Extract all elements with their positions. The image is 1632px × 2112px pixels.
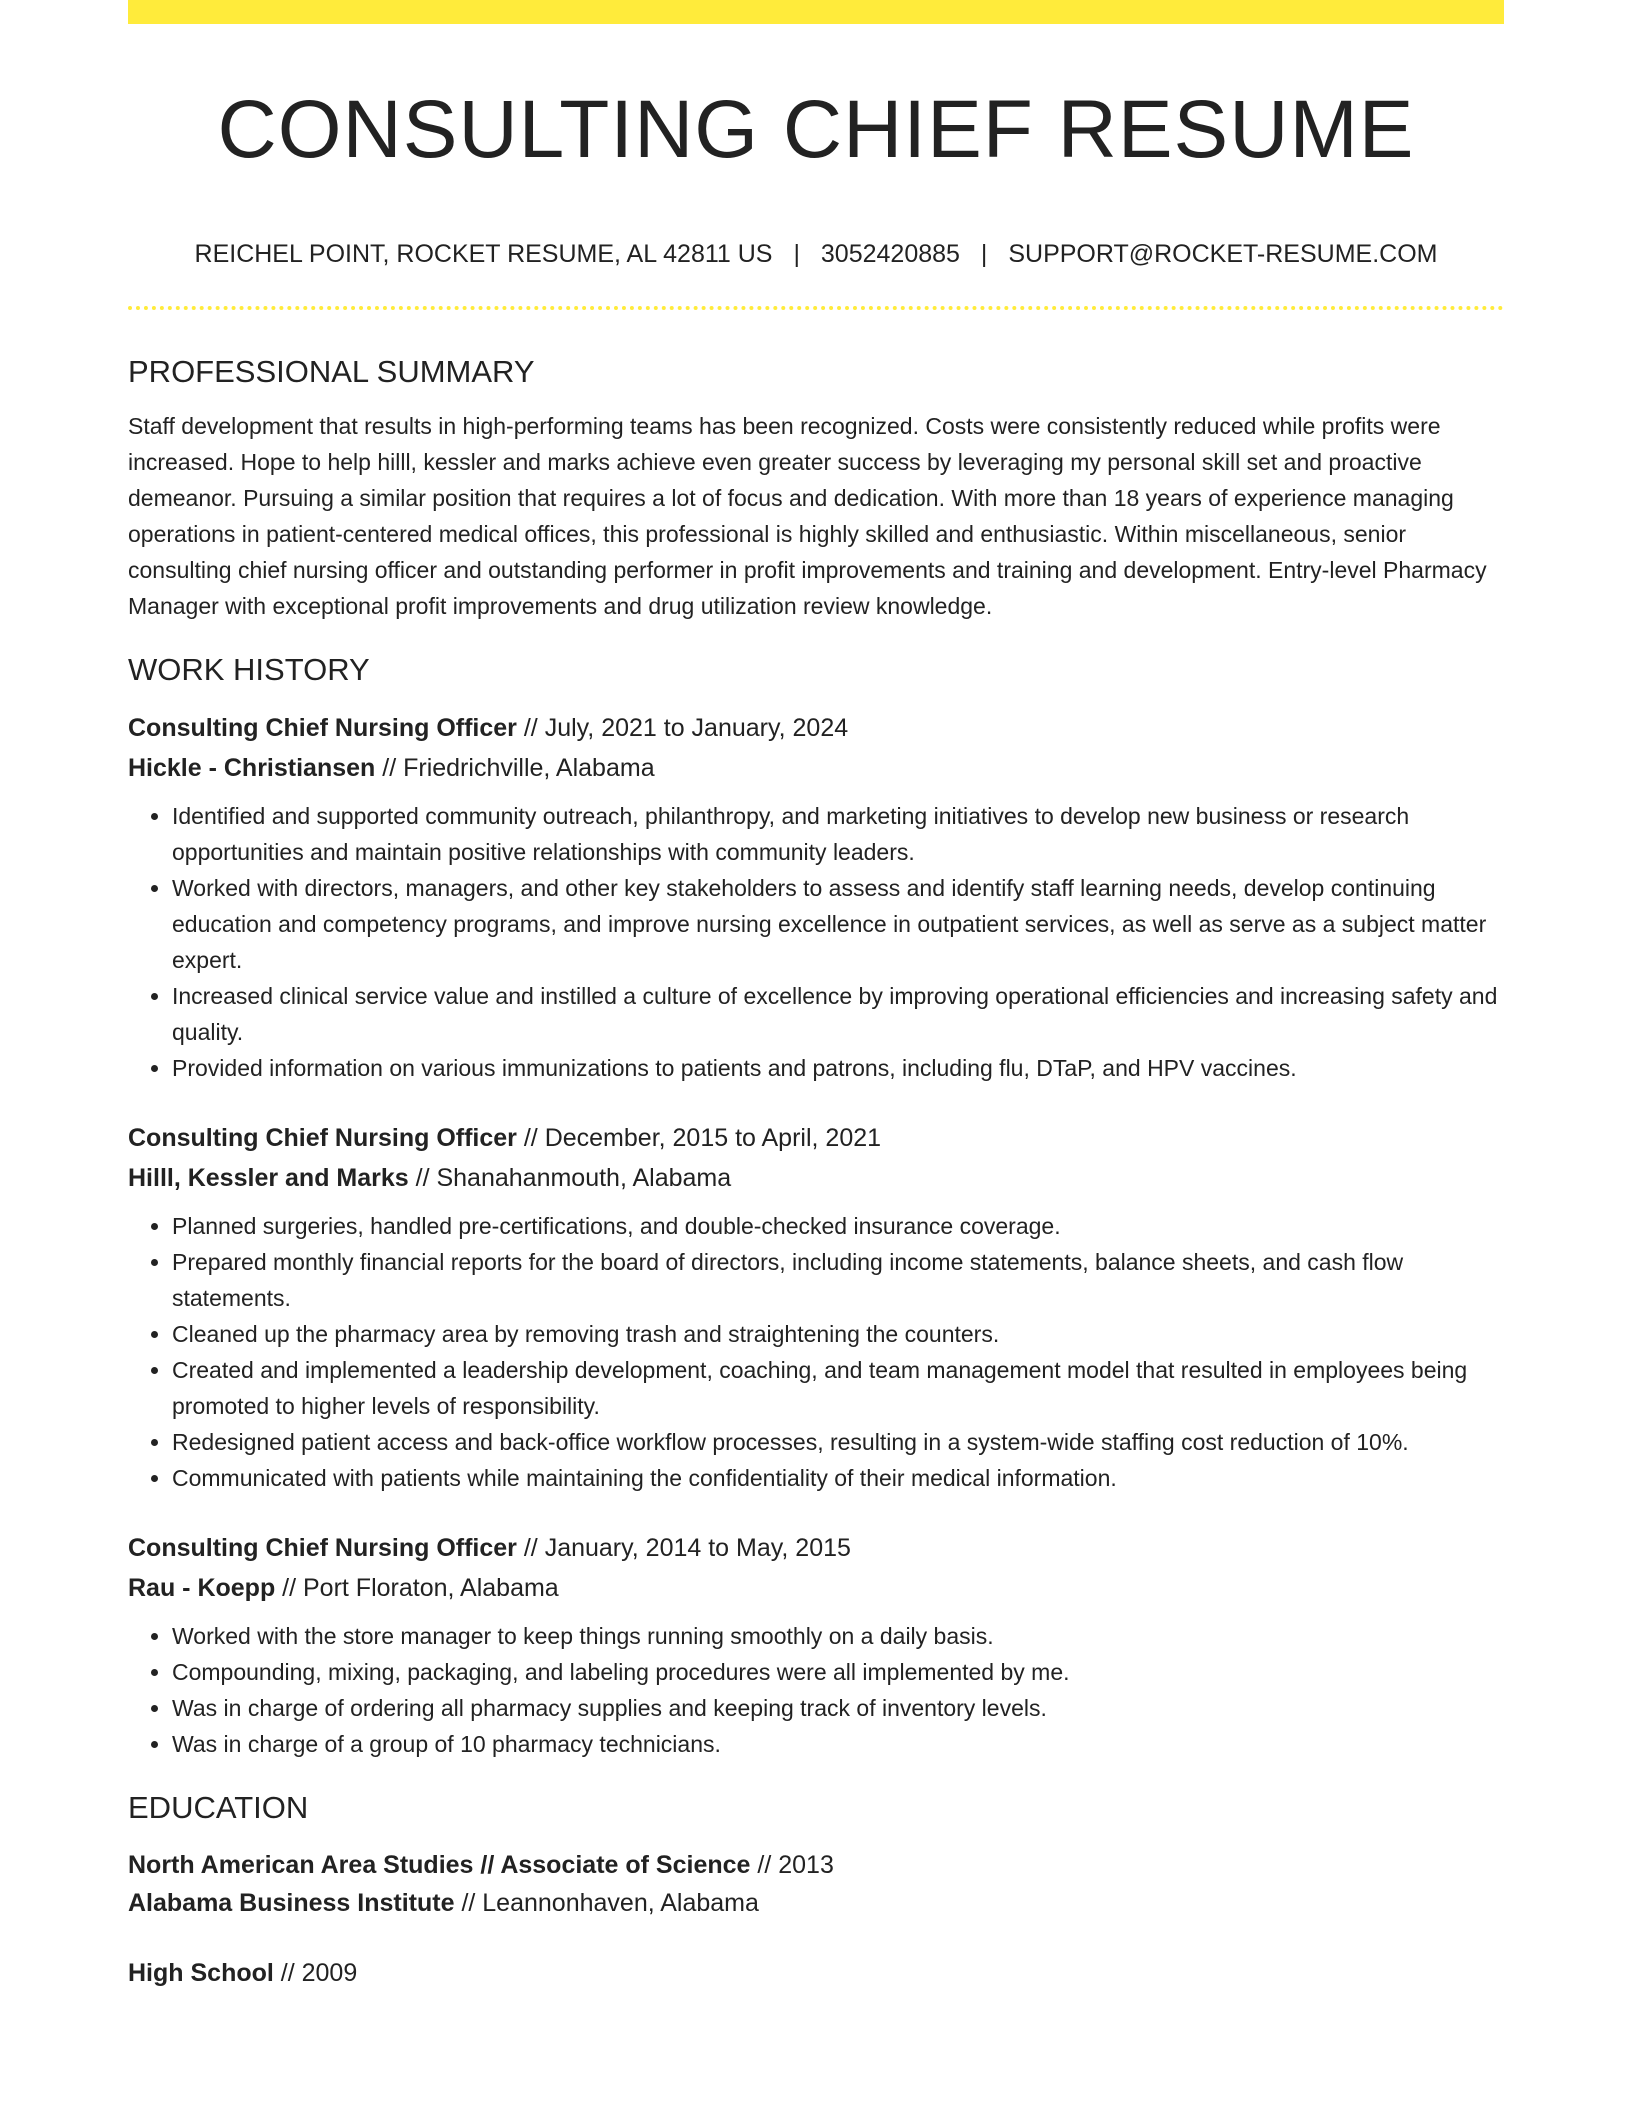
job-bullet: • Increased clinical service value and instilled a culture of excellence by improving operational efficiencies and increasing safety and quality. <box>172 978 1504 1050</box>
education-heading: EDUCATION <box>128 1790 309 1825</box>
education-degree: North American Area Studies // Associate of Science <box>128 1851 751 1879</box>
job-company-line <box>128 1568 1504 1608</box>
work-history-heading: WORK HISTORY <box>128 652 370 687</box>
job-bullets <box>128 1618 1504 1762</box>
job-bullet: • Planned surgeries, handled pre-certifications, and double-checked insurance coverage. <box>172 1208 1504 1244</box>
job-bullet: • Was in charge of a group of 10 pharmacy technicians. <box>172 1726 1504 1762</box>
job-bullet: • Compounding, mixing, packaging, and labeling procedures were all implemented by me. <box>172 1654 1504 1690</box>
job-company-line <box>128 1158 1504 1198</box>
job-entry <box>128 1528 1504 1762</box>
contact-email: SUPPORT@ROCKET-RESUME.COM <box>1008 240 1438 268</box>
job-title-line <box>128 1118 1504 1158</box>
job-bullet: • Was in charge of ordering all pharmacy supplies and keeping track of inventory levels. <box>172 1690 1504 1726</box>
summary-section <box>128 352 1504 624</box>
job-entry <box>128 708 1504 1086</box>
job-bullet: • Redesigned patient access and back-office workflow processes, resulting in a system-wide staffing cost reduction of 10%. <box>172 1424 1504 1460</box>
job-company: Rau - Koepp <box>128 1574 276 1602</box>
job-company-line <box>128 748 1504 788</box>
contact-phone: 3052420885 <box>820 240 960 268</box>
job-bullet: • Worked with directors, managers, and other key stakeholders to assess and identify staff learning needs, develop continuing education and competency programs, and improve nursing excellence in outpatient services, as well as serve as a subject matter expert. <box>172 870 1504 978</box>
education-degree-line <box>128 1846 1504 1884</box>
job-title: Consulting Chief Nursing Officer <box>128 1124 517 1152</box>
job-dates: // December, 2015 to April, 2021 <box>523 1124 882 1152</box>
job-title: Consulting Chief Nursing Officer <box>128 1534 517 1562</box>
job-bullets <box>128 1208 1504 1496</box>
summary-heading: PROFESSIONAL SUMMARY <box>128 354 535 389</box>
education-year: // 2009 <box>280 1959 358 1987</box>
job-bullet: • Created and implemented a leadership development, coaching, and team management model that resulted in employees being promoted to higher levels of responsibility. <box>172 1352 1504 1424</box>
job-dates: // July, 2021 to January, 2024 <box>523 714 849 742</box>
education-entry <box>128 1846 1504 1922</box>
education-section <box>128 1788 1504 1992</box>
contact-separator: | <box>980 240 988 268</box>
job-title-line <box>128 1528 1504 1568</box>
summary-text: Staff development that results in high-performing teams has been recognized. Costs were consistently reduced while profits were increased. Hope to help hilll, kessler and marks achieve even greater success by leveraging my personal skill set and proactive demeanor. Pursuing a similar position that requires a lot of focus and dedication. With more than 18 years of experience managing operations in patient-centered medical offices, this professional is highly skilled and enthusiastic. Within miscellaneous, senior consulting chief nursing officer and outstanding performer in profit improvements and training and development. Entry-level Pharmacy Manager with exceptional profit improvements and drug utilization review knowledge. <box>128 413 1487 619</box>
job-title: Consulting Chief Nursing Officer <box>128 714 517 742</box>
job-company: Hickle - Christiansen <box>128 754 376 782</box>
job-dates: // January, 2014 to May, 2015 <box>523 1534 851 1562</box>
contact-address: REICHEL POINT, ROCKET RESUME, AL 42811 US <box>194 240 773 268</box>
education-school-line <box>128 1884 1504 1922</box>
contact-separator: | <box>793 240 800 268</box>
job-bullet: • Identified and supported community outreach, philanthropy, and marketing initiatives to develop new business or research opportunities and maintain positive relationships with community leaders. <box>172 798 1504 870</box>
accent-bar <box>128 0 1504 24</box>
education-location: // Leannonhaven, Alabama <box>461 1889 759 1917</box>
contact-line <box>128 238 1504 270</box>
job-title-line <box>128 708 1504 748</box>
job-location: // Friedrichville, Alabama <box>382 754 655 782</box>
job-bullet: • Provided information on various immunizations to patients and patrons, including flu, DTaP, and HPV vaccines. <box>172 1050 1504 1086</box>
education-entry <box>128 1954 1504 1992</box>
job-bullets <box>128 798 1504 1086</box>
job-company: Hilll, Kessler and Marks <box>128 1164 409 1192</box>
job-location: // Port Floraton, Alabama <box>282 1574 559 1602</box>
job-bullet: • Cleaned up the pharmacy area by removing trash and straightening the counters. <box>172 1316 1504 1352</box>
job-location: // Shanahanmouth, Alabama <box>415 1164 732 1192</box>
job-bullet: • Prepared monthly financial reports for the board of directors, including income statements, balance sheets, and cash flow statements. <box>172 1244 1504 1316</box>
job-entry <box>128 1118 1504 1496</box>
job-bullet: • Worked with the store manager to keep things running smoothly on a daily basis. <box>172 1618 1504 1654</box>
education-degree: High School <box>128 1959 274 1987</box>
job-bullet: • Communicated with patients while maintaining the confidentiality of their medical information. <box>172 1460 1504 1496</box>
education-degree-line <box>128 1954 1504 1992</box>
education-year: // 2013 <box>757 1851 834 1879</box>
resume-title: CONSULTING CHIEF RESUME <box>217 84 1415 175</box>
education-school: Alabama Business Institute <box>128 1889 455 1917</box>
work-history-section <box>128 650 1504 1762</box>
resume-content <box>128 352 1504 1992</box>
dotted-divider <box>128 306 1504 310</box>
